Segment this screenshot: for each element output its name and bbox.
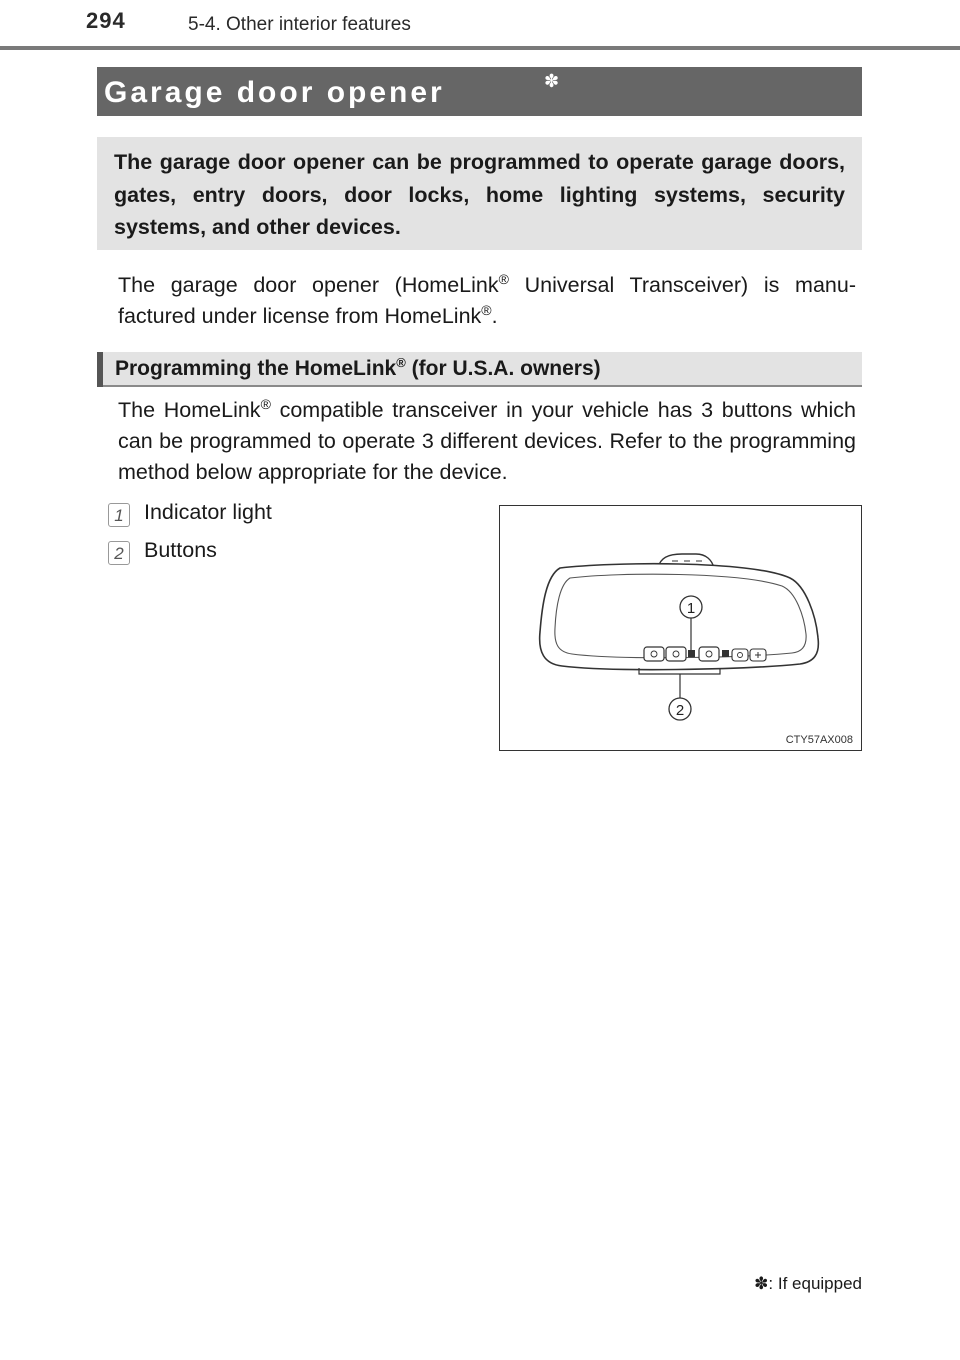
page-title: Garage door opener	[104, 76, 445, 109]
registered-mark: ®	[498, 271, 509, 287]
subheading-accent	[97, 352, 103, 387]
indicator-light	[688, 650, 695, 657]
registered-mark: ®	[481, 302, 492, 318]
transceiver-paragraph	[118, 395, 856, 488]
text-run: The garage door opener (HomeLink	[118, 273, 499, 297]
equipped-mark: ✽	[544, 71, 560, 91]
intro-text: The garage door opener can be programmed to operate garage doors, gates, entry doors, door locks, home lighting systems, security systems, and other devices.	[114, 150, 845, 239]
callout-number: 2	[108, 541, 130, 565]
text-run: Programming the HomeLink	[115, 357, 397, 380]
mirror-figure	[499, 505, 862, 751]
figure-marker-2: 2	[675, 702, 685, 719]
page-header	[0, 0, 960, 52]
footnote: ✽: If equipped	[754, 1274, 862, 1293]
text-run: The HomeLink	[118, 398, 261, 422]
callout-label: Indicator light	[144, 500, 272, 524]
section-label: 5-4. Other interior features	[188, 14, 411, 35]
registered-mark: ®	[260, 396, 271, 412]
rearview-mirror-illustration	[500, 506, 861, 750]
title-bar	[97, 67, 862, 116]
intro-box	[97, 137, 862, 250]
subheading-text	[115, 357, 601, 381]
text-run: compatible transceiver in your vehicle has 3 buttons which can be programmed to operate 3 different devices. Refer to the programming method below appropriate for the device.	[118, 398, 856, 484]
registered-mark: ®	[396, 355, 406, 370]
text-run: (for U.S.A. owners)	[405, 357, 601, 380]
homelink-buttons	[644, 647, 719, 661]
callout-label: Buttons	[144, 538, 217, 562]
text-run: .	[491, 304, 498, 328]
figure-code: CTY57AX008	[785, 734, 853, 746]
license-paragraph	[118, 270, 856, 332]
text-run: Universal Transceiver) is manu- factured under license from HomeLink	[118, 273, 856, 328]
callout-number: 1	[108, 503, 130, 527]
programming-subheading	[97, 352, 862, 387]
header-rule	[0, 46, 960, 50]
page-number: 294	[86, 8, 126, 33]
figure-marker-1: 1	[686, 600, 696, 617]
